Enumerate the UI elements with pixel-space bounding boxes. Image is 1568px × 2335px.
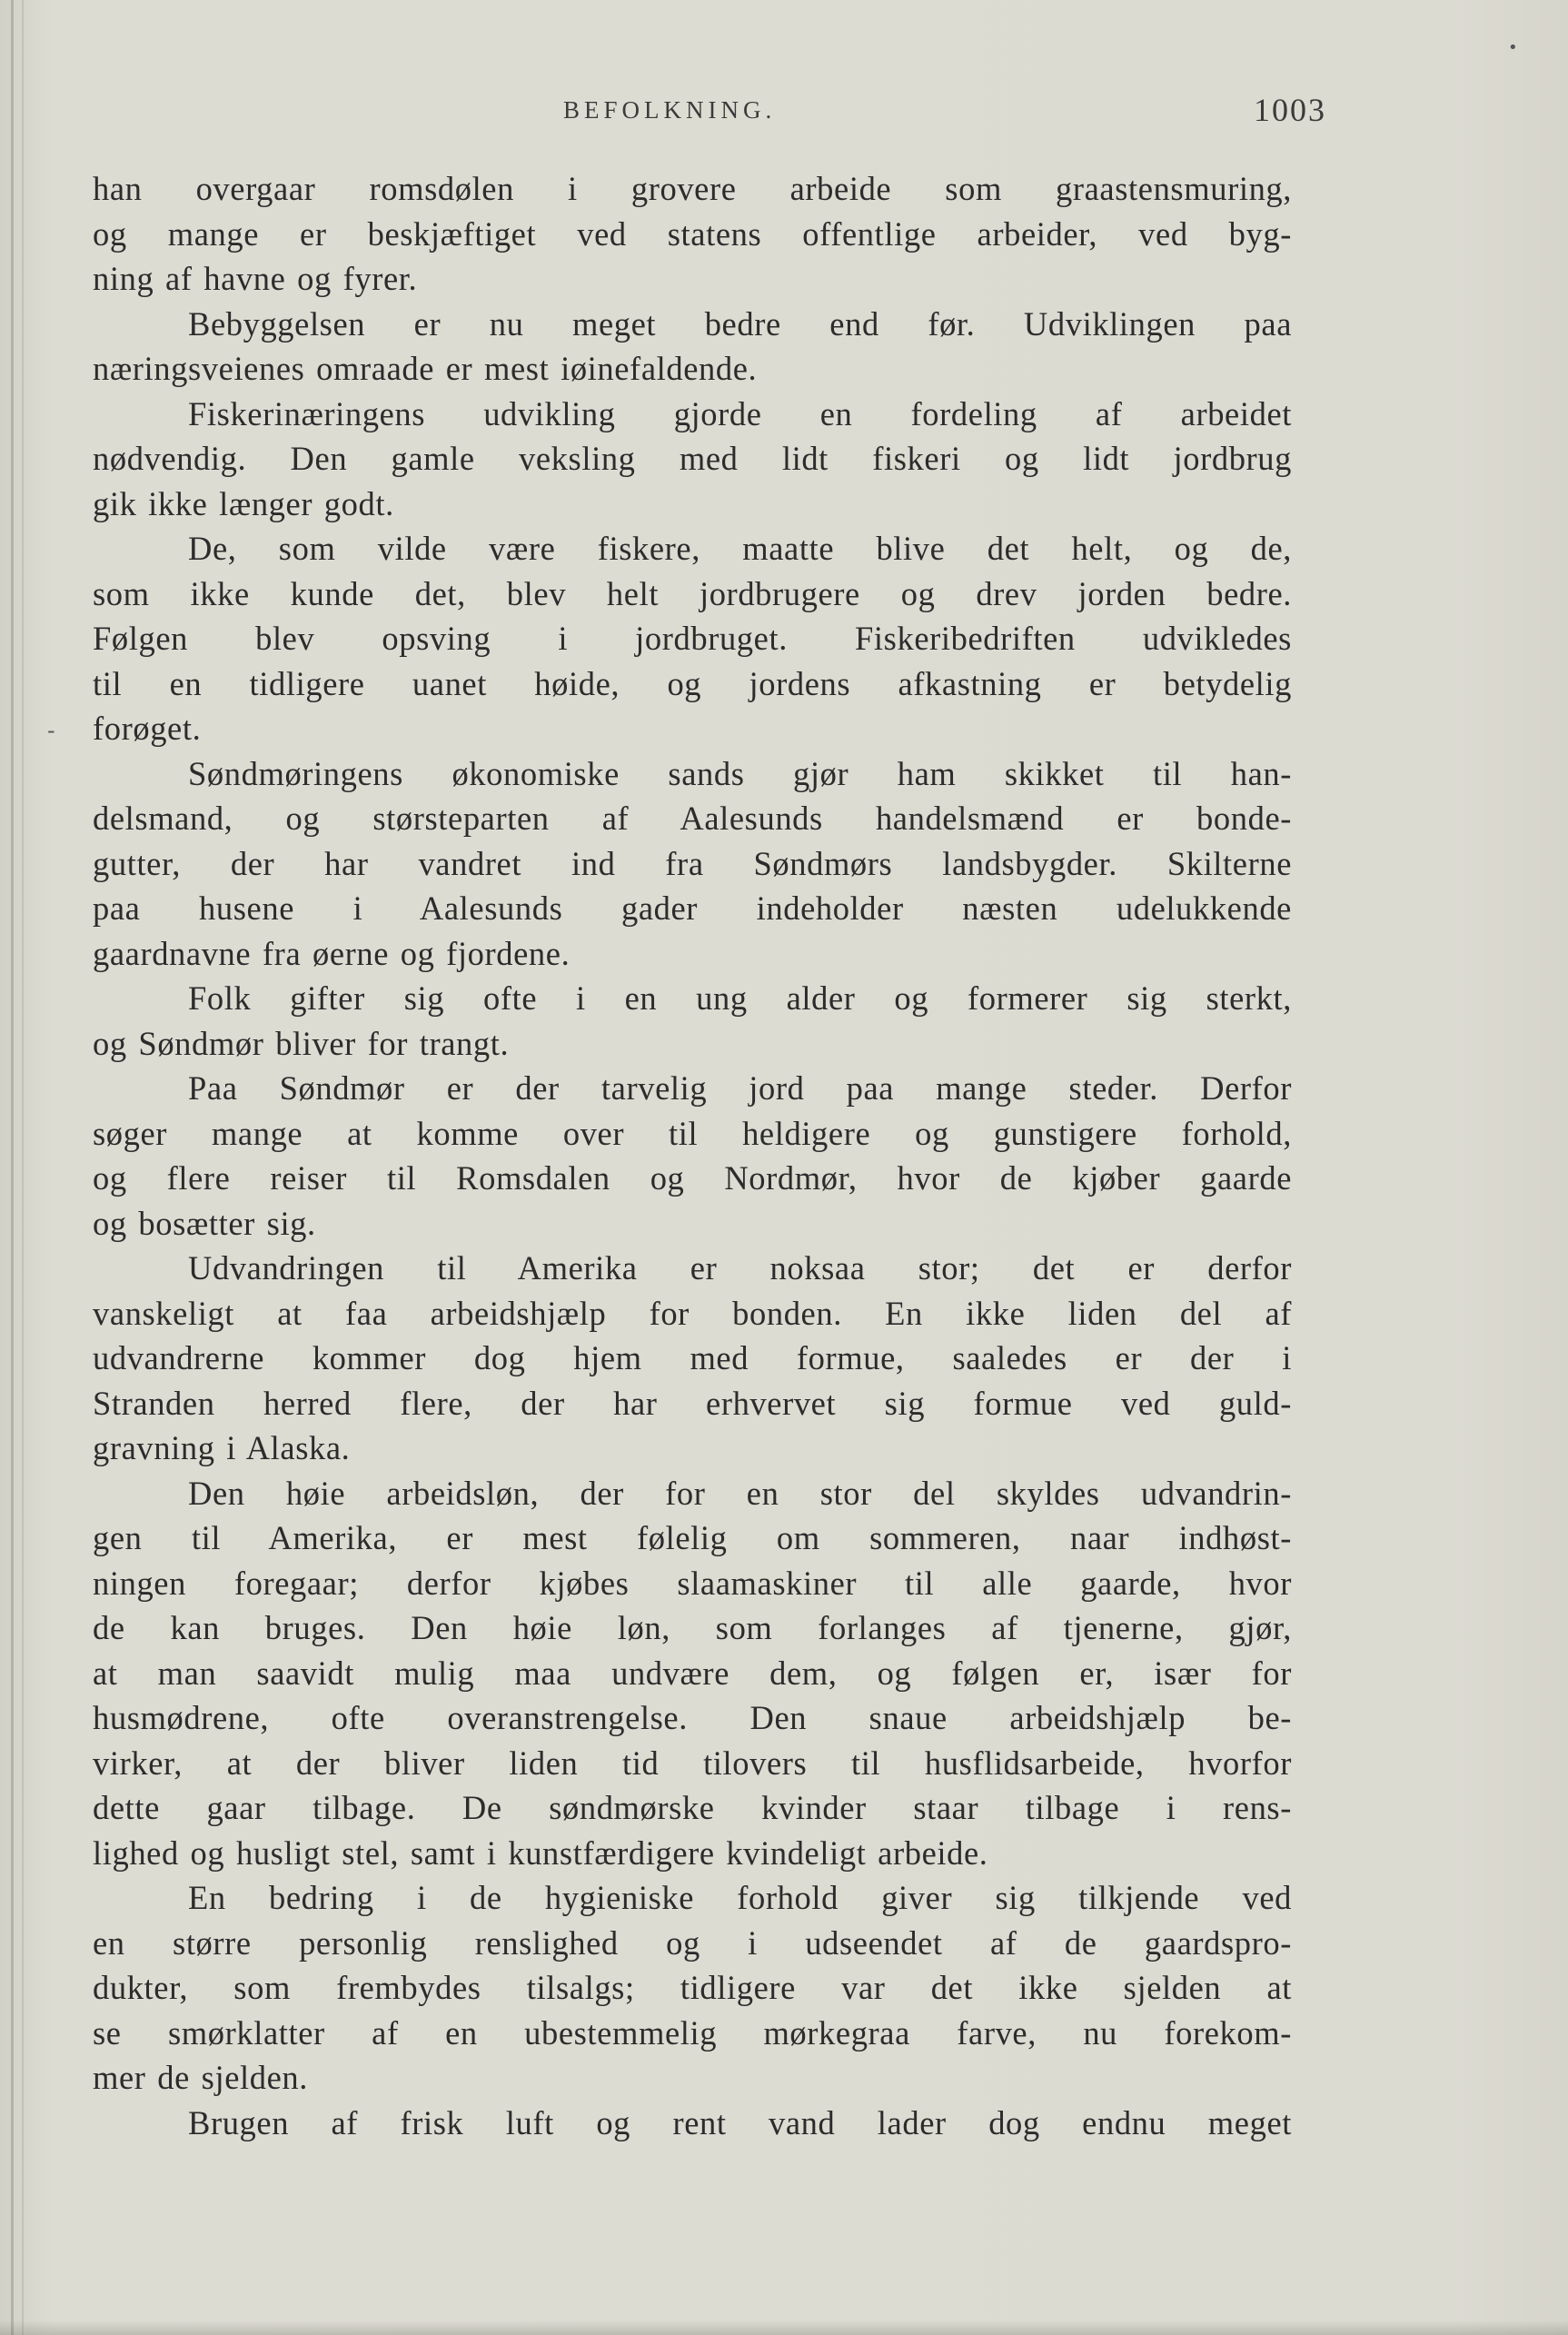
text-line: og flere reiser til Romsdalen og Nordmør, hvor de kjøber gaarde [93, 1159, 1292, 1197]
text-line: dette gaar tilbage. De søndmørske kvinder staar tilbage i rens- [93, 1789, 1292, 1826]
page-number: 1003 [1254, 92, 1326, 128]
text-line: Fiskerinæringens udvikling gjorde en fordeling af arbeidet [188, 394, 1292, 432]
text-line: Brugen af frisk luft og rent vand lader dog endnu meget [188, 2103, 1292, 2141]
text-line: Udvandringen til Amerika er noksaa stor; det er derfor [188, 1249, 1292, 1287]
corner-mark: • [1508, 38, 1518, 57]
text-line: gravning i Alaska. [93, 1429, 351, 1466]
text-line: gutter, der har vandret ind fra Søndmørs landsbygder. Skilterne [93, 844, 1292, 882]
text-line: husmødrene, ofte overanstrengelse. Den snaue arbeidshjælp be- [93, 1699, 1292, 1736]
text-line: lighed og husligt stel, samt i kunstfærdigere kvindeligt arbeide. [93, 1833, 988, 1872]
text-line: og mange er beskjæftiget ved statens offentlige arbeider, ved byg- [93, 214, 1292, 253]
text-line: gen til Amerika, er mest følelig om sommeren, naar indhøst- [93, 1519, 1292, 1556]
text-line: Folk gifter sig ofte i en ung alder og formerer sig sterkt, [188, 979, 1292, 1017]
text-line: vanskeligt at faa arbeidshjælp for bonden. En ikke liden del af [93, 1294, 1292, 1332]
text-line: En bedring i de hygieniske forhold giver sig tilkjende ved [188, 1879, 1292, 1916]
margin-dash: - [47, 718, 55, 743]
text-line: gaardnavne fra øerne og fjordene. [93, 934, 571, 972]
text-line: mer de sjelden. [93, 2059, 308, 2096]
text-line: gik ikke længer godt. [93, 484, 394, 522]
text-line: næringsveienes omraade er mest iøinefaldende. [93, 350, 758, 387]
text-line: nødvendig. Den gamle veksling med lidt fiskeri og lidt jordbrug [93, 440, 1292, 477]
text-line: ningen foregaar; derfor kjøbes slaamaskiner til alle gaarde, hvor [93, 1564, 1292, 1602]
binding-edge [11, 0, 14, 2335]
text-line: de kan bruges. Den høie løn, som forlanges af tjenerne, gjør, [93, 1609, 1292, 1646]
running-title: BEFOLKNING. [563, 96, 777, 124]
text-line: og Søndmør bliver for trangt. [93, 1024, 510, 1062]
text-line: udvandrerne kommer dog hjem med formue, saaledes er der i [93, 1339, 1292, 1376]
binding-edge-inner [22, 0, 24, 2335]
text-line: Følgen blev opsving i jordbruget. Fiskeribedriften udvikledes [93, 620, 1292, 657]
text-line: en større personlig renslighed og i udseendet af de gaardspro- [93, 1923, 1292, 1962]
text-line: paa husene i Aalesunds gader indeholder næsten udelukkende [93, 889, 1292, 927]
text-line: søger mange at komme over til heldigere og gunstigere forhold, [93, 1114, 1292, 1152]
text-line: De, som vilde være fiskere, maatte blive det helt, og de, [188, 530, 1292, 567]
page-header [0, 91, 1568, 136]
text-line: at man saavidt mulig maa undvære dem, og følgen er, især for [93, 1654, 1292, 1692]
text-line: delsmand, og størsteparten af Aalesunds handelsmænd er bonde- [93, 800, 1292, 837]
text-line: Stranden herred flere, der har erhvervet sig formue ved guld- [93, 1384, 1292, 1422]
text-line: ning af havne og fyrer. [93, 260, 418, 297]
text-line: han overgaar romsdølen i grovere arbeide som graastensmuring, [93, 170, 1292, 207]
text-line: og bosætter sig. [93, 1204, 316, 1242]
text-line: forøget. [93, 710, 202, 747]
text-line: dukter, som frembydes tilsalgs; tidligere var det ikke sjelden at [93, 1969, 1292, 2006]
text-line: virker, at der bliver liden tid tilovers til husflidsarbeide, hvorfor [93, 1744, 1292, 1782]
text-line: Søndmøringens økonomiske sands gjør ham skikket til han- [188, 754, 1292, 792]
text-line: se smørklatter af en ubestemmelig mørkegraa farve, nu forekom- [93, 2013, 1292, 2052]
text-line: som ikke kunde det, blev helt jordbrugere og drev jorden bedre. [93, 574, 1292, 612]
text-line: Paa Søndmør er der tarvelig jord paa mange steder. Derfor [188, 1069, 1292, 1107]
text-line: Den høie arbeidsløn, der for en stor del skyldes udvandrin- [188, 1474, 1292, 1512]
page-bottom-shadow [0, 2320, 1568, 2335]
text-line: Bebyggelsen er nu meget bedre end før. Udviklingen paa [188, 304, 1292, 343]
text-line: til en tidligere uanet høide, og jordens afkastning er betydelig [93, 664, 1292, 702]
body-text [93, 166, 1292, 2145]
